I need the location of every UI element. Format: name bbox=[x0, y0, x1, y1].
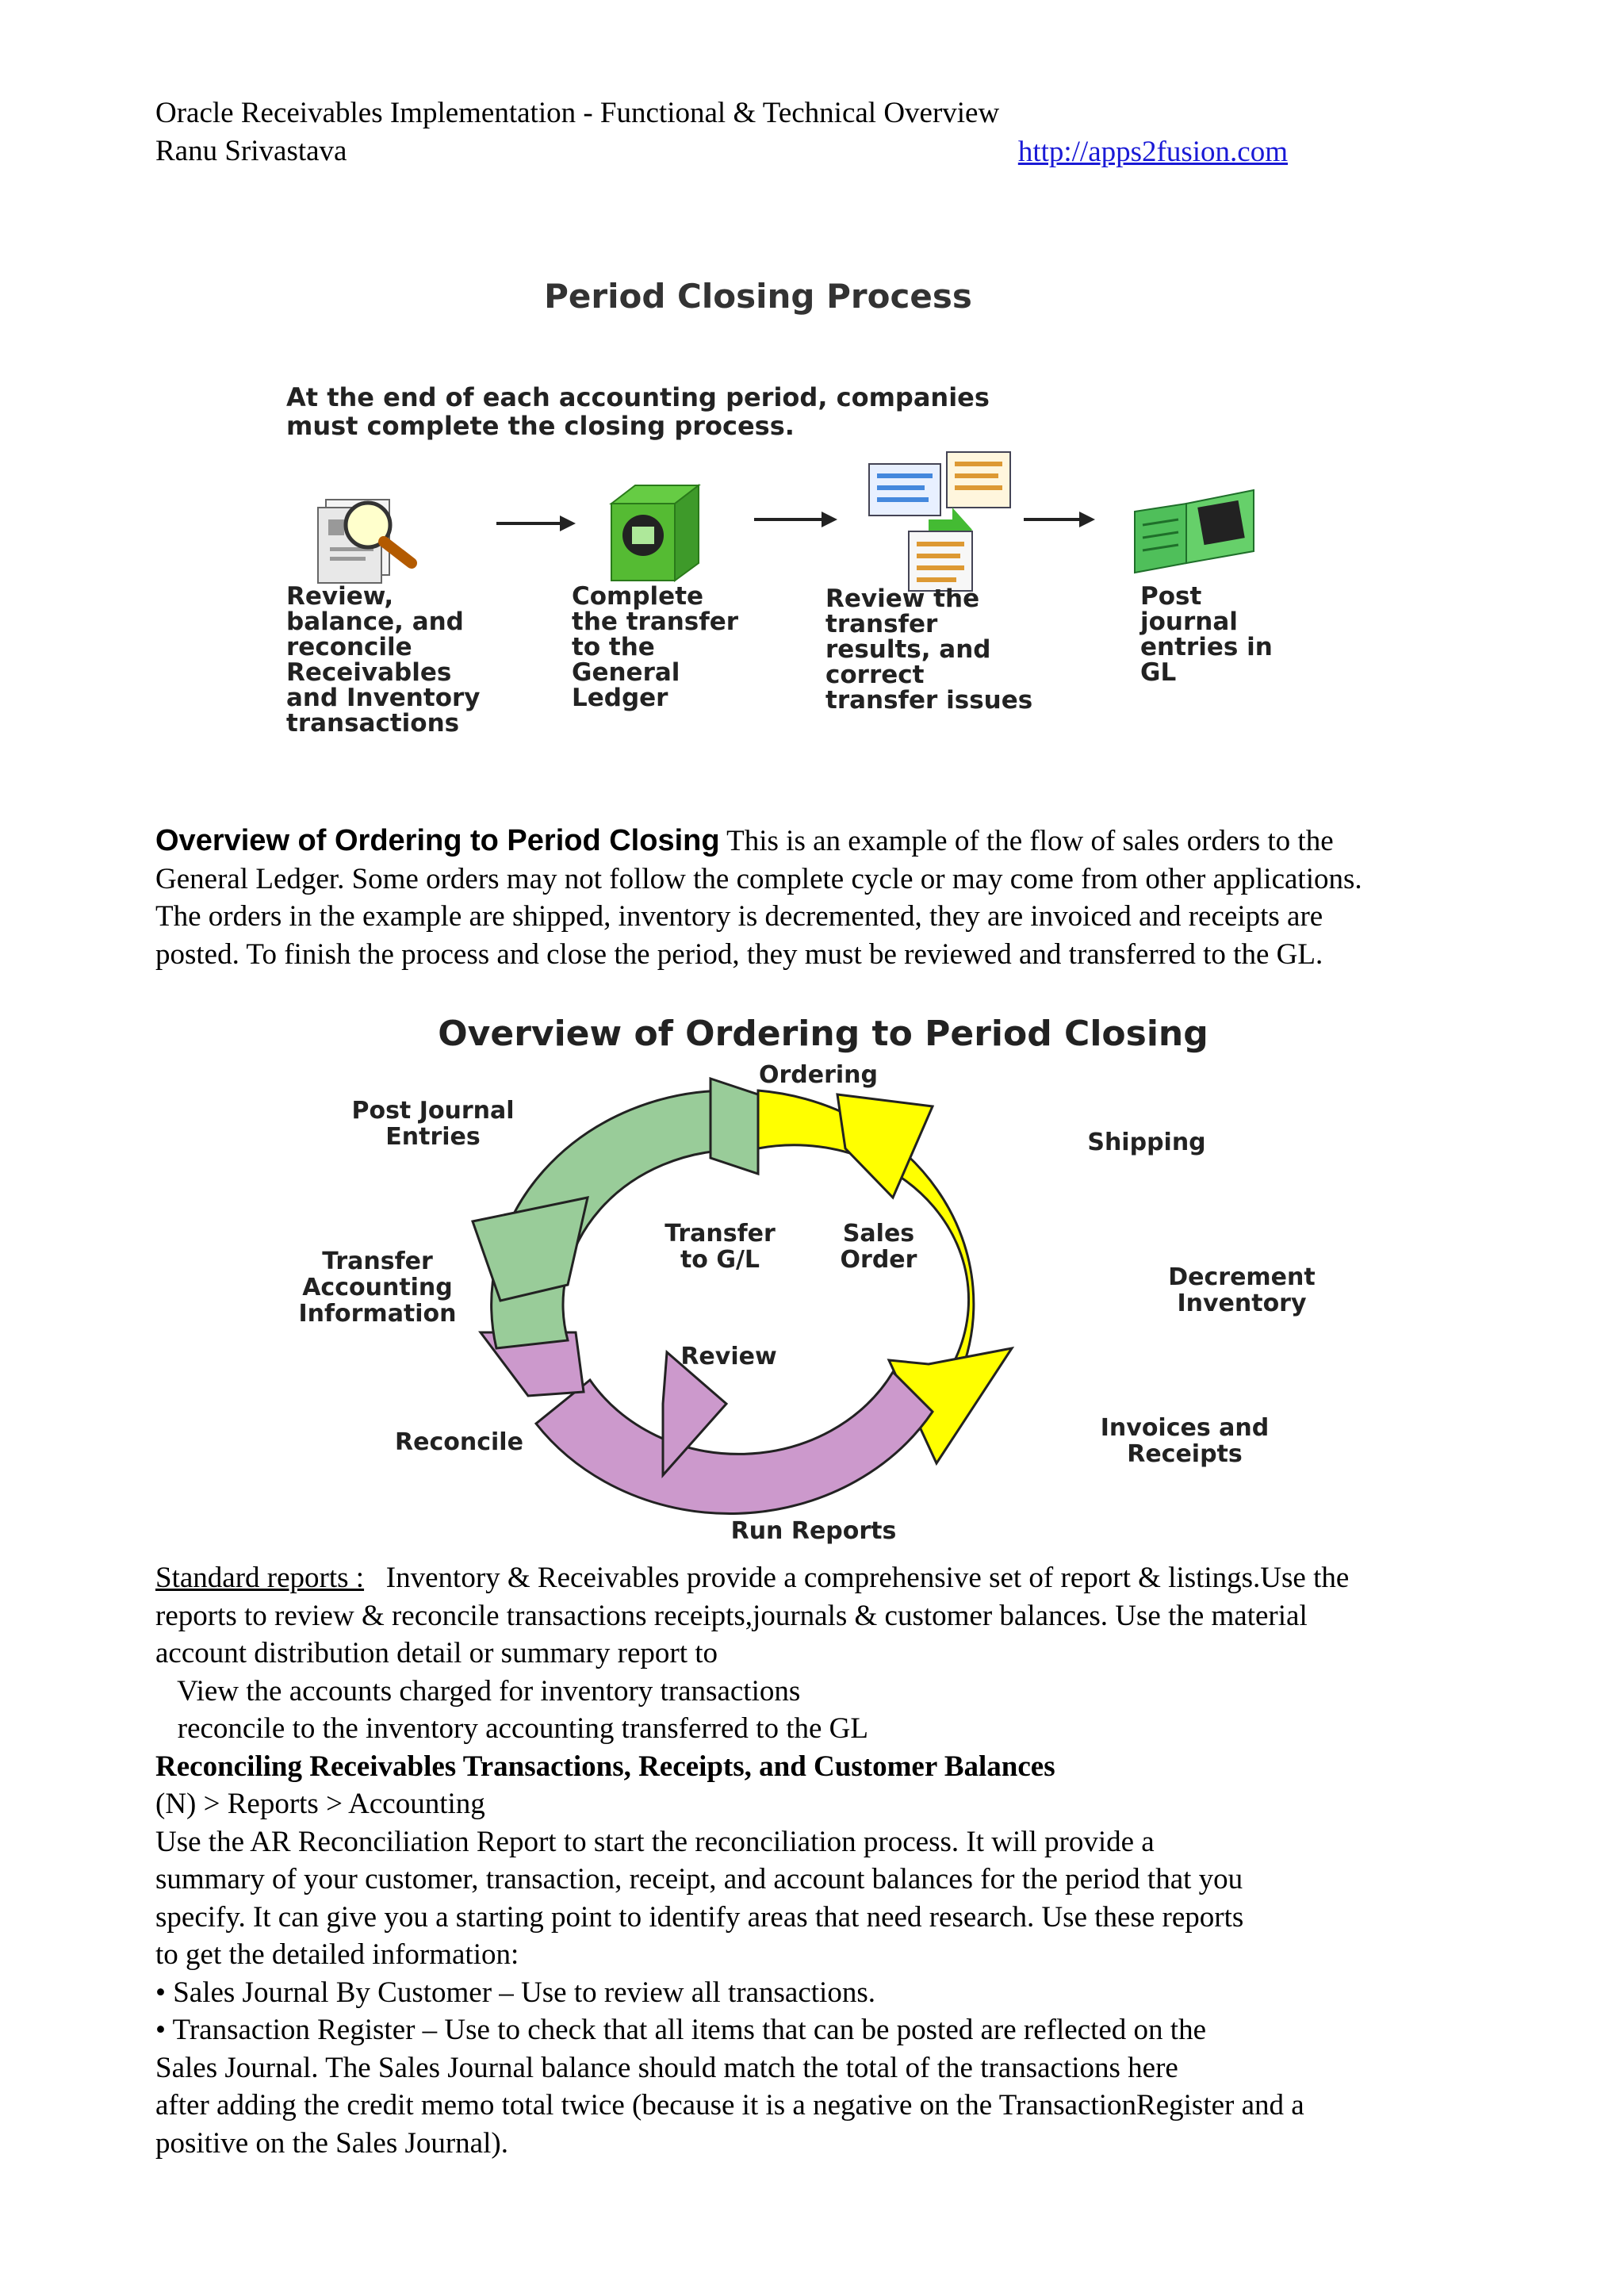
figure1-title: Period Closing Process bbox=[544, 277, 972, 316]
label-transfer-gl-1: Transfer bbox=[665, 1220, 776, 1248]
arrow-3 bbox=[1024, 512, 1095, 527]
report-documents-icon bbox=[869, 452, 1010, 591]
label-transfer-acct-2: Accounting bbox=[302, 1274, 453, 1301]
label-sales-order-2: Order bbox=[840, 1246, 917, 1274]
reconciling-line-7: Sales Journal. The Sales Journal balance should match the total of the transactions here bbox=[155, 2051, 1178, 2084]
document-author: Ranu Srivastava bbox=[155, 135, 347, 167]
overview-line-3: The orders in the example are shipped, inventory is decremented, they are invoiced and receipts are bbox=[155, 900, 1323, 933]
standard-reports-line-1: Inventory & Receivables provide a comprehensive set of report & listings.Use the bbox=[364, 1562, 1350, 1594]
standard-reports-line-5: reconcile to the inventory accounting transferred to the GL bbox=[155, 1712, 868, 1745]
label-post-journal-1: Post Journal bbox=[351, 1097, 515, 1125]
figure2-title: Overview of Ordering to Period Closing bbox=[438, 1014, 1208, 1054]
label-ordering: Ordering bbox=[758, 1061, 879, 1089]
svg-text:reconcile: reconcile bbox=[286, 633, 412, 661]
document-title: Oracle Receivables Implementation - Functional & Technical Overview bbox=[155, 97, 1000, 129]
overview-line-1: This is an example of the flow of sales orders to the bbox=[719, 825, 1334, 857]
label-reconcile: Reconcile bbox=[395, 1428, 523, 1456]
step-caption-1 bbox=[286, 582, 481, 738]
standard-reports-line-2: reports to review & reconcile transactions receipts,journals & customer balances. Use the material bbox=[155, 1599, 1308, 1632]
svg-text:journal: journal bbox=[1140, 608, 1238, 636]
ordering-cycle-diagram bbox=[155, 999, 1519, 1554]
svg-text:entries in: entries in bbox=[1140, 633, 1273, 661]
label-invoices-2: Receipts bbox=[1127, 1440, 1243, 1468]
period-closing-process-figure bbox=[155, 238, 1519, 761]
overview-line-4: posted. To finish the process and close the period, they must be reviewed and transferred to the GL. bbox=[155, 937, 1323, 971]
standard-reports-paragraph bbox=[155, 1559, 1519, 2162]
label-run-reports: Run Reports bbox=[730, 1517, 897, 1545]
svg-text:transactions: transactions bbox=[286, 709, 460, 738]
svg-text:Complete: Complete bbox=[572, 582, 704, 611]
standard-reports-label: Standard reports : bbox=[155, 1562, 365, 1594]
reconciling-bullet-2: • Transaction Register – Use to check that all items that can be posted are reflected on the bbox=[155, 2014, 1207, 2046]
label-decrement-1: Decrement bbox=[1168, 1263, 1316, 1291]
arrow-2 bbox=[754, 512, 837, 527]
svg-text:the transfer: the transfer bbox=[572, 608, 739, 636]
reconciling-line-4: to get the detailed information: bbox=[155, 1938, 519, 1971]
svg-text:to the: to the bbox=[572, 633, 655, 661]
svg-text:Ledger: Ledger bbox=[572, 684, 668, 712]
svg-text:transfer: transfer bbox=[825, 610, 938, 638]
label-review: Review bbox=[680, 1343, 777, 1370]
green-cycle-arrow bbox=[473, 1079, 758, 1348]
reconciling-bullet-1: • Sales Journal By Customer – Use to review all transactions. bbox=[155, 1976, 875, 2009]
ledger-box-icon bbox=[611, 485, 699, 581]
overview-line-2: General Ledger. Some orders may not follow the complete cycle or may come from other applications. bbox=[155, 862, 1362, 895]
svg-text:balance, and: balance, and bbox=[286, 608, 464, 636]
label-invoices-1: Invoices and bbox=[1100, 1414, 1270, 1442]
label-shipping: Shipping bbox=[1087, 1129, 1206, 1156]
label-transfer-acct-1: Transfer bbox=[322, 1248, 433, 1275]
apps2fusion-link[interactable]: http://apps2fusion.com bbox=[1017, 136, 1288, 168]
svg-text:correct: correct bbox=[825, 661, 925, 689]
figure1-intro-line2: must complete the closing process. bbox=[286, 411, 795, 441]
reconciling-heading: Reconciling Receivables Transactions, Receipts, and Customer Balances bbox=[155, 1750, 1055, 1783]
label-transfer-acct-3: Information bbox=[298, 1300, 457, 1328]
step-caption-3 bbox=[825, 585, 1032, 715]
svg-text:Receivables: Receivables bbox=[286, 658, 452, 687]
reconciling-line-9: positive on the Sales Journal). bbox=[155, 2126, 508, 2160]
magnifier-document-icon bbox=[318, 500, 412, 583]
figure1-intro-line1: At the end of each accounting period, companies bbox=[286, 382, 990, 412]
step-caption-4 bbox=[1139, 582, 1273, 687]
open-book-icon bbox=[1135, 490, 1254, 573]
svg-text:Post: Post bbox=[1140, 582, 1202, 611]
svg-text:transfer issues: transfer issues bbox=[825, 686, 1033, 715]
standard-reports-line-4: View the accounts charged for inventory transactions bbox=[155, 1674, 801, 1708]
arrow-1 bbox=[496, 516, 576, 531]
label-transfer-gl-2: to G/L bbox=[680, 1246, 760, 1274]
svg-text:Review the: Review the bbox=[825, 585, 980, 613]
svg-text:General: General bbox=[572, 658, 680, 687]
svg-text:and Inventory: and Inventory bbox=[286, 684, 481, 712]
label-decrement-2: Inventory bbox=[1177, 1290, 1307, 1317]
step-caption-2 bbox=[572, 582, 739, 712]
label-post-journal-2: Entries bbox=[385, 1123, 481, 1151]
label-sales-order-1: Sales bbox=[842, 1220, 915, 1248]
svg-text:GL: GL bbox=[1140, 658, 1177, 687]
reconciling-nav-path: (N) > Reports > Accounting bbox=[155, 1788, 485, 1820]
svg-text:results, and: results, and bbox=[825, 635, 991, 664]
svg-text:Review,: Review, bbox=[286, 582, 394, 611]
reconciling-line-3: specify. It can give you a starting point to identify areas that need research. Use these reports bbox=[155, 1900, 1244, 1934]
reconciling-line-8: after adding the credit memo total twice (because it is a negative on the TransactionRegister and a bbox=[155, 2089, 1304, 2122]
reconciling-line-2: summary of your customer, transaction, receipt, and account balances for the period that you bbox=[155, 1863, 1243, 1895]
overview-paragraph bbox=[155, 822, 1519, 973]
standard-reports-line-3: account distribution detail or summary report to bbox=[155, 1637, 718, 1669]
reconciling-line-1: Use the AR Reconciliation Report to start the reconciliation process. It will provide a bbox=[155, 1825, 1155, 1858]
overview-heading: Overview of Ordering to Period Closing bbox=[155, 824, 720, 857]
